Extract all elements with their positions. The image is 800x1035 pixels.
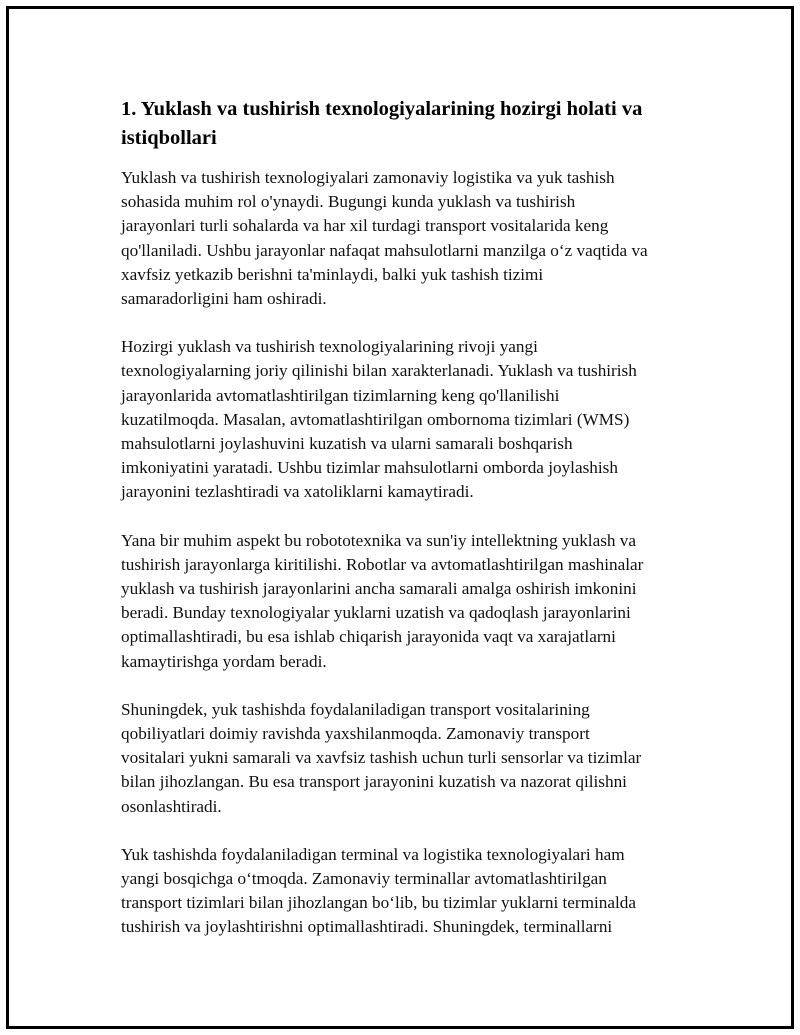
paragraph-1: Yuklash va tushirish texnologiyalari zamonaviy logistika va yuk tashish sohasida muhim rol o'ynaydi. Bugungi kunda yuklash va tushirish jarayonlari turli sohalarda va har xil turdagi transport vositalarida keng qo'llaniladi. Ushbu jarayonlar nafaqat mahsulotlarni manzilga o‘z vaqtida va xavfsiz yetkazib berishni ta'minlaydi, balki yuk tashish tizimi samaradorligini ham oshiradi. [121,168,648,309]
section-heading: 1. Yuklash va tushirish texnologiyalarining hozirgi holati va istiqbollari [121,98,643,149]
paragraph-4: Shuningdek, yuk tashishda foydalaniladigan transport vositalarining qobiliyatlari doimiy ravishda yaxshilanmoqda. Zamonaviy transport vositalari yukni samarali va xavfsiz tashish uchun turli sensorlar va tizimlar bilan jihozlangan. Bu esa transport jarayonini kuzatish va nazorat qilishni osonlashtiradi. [121,699,642,816]
paragraph-3: Yana bir muhim aspekt bu robototexnika va sun'iy intellektning yuklash va tushirish jarayonlarga kiritilishi. Robotlar va avtomatlashtirilgan mashinalar yuklash va tushirish jarayonlarini ancha samarali amalga oshirish imkonini beradi. Bunday texnologiyalar yuklarni uzatish va qadoqlash jarayonlarini optimallashtiradi, bu esa ishlab chiqarish jarayonida vaqt va xarajatlarni kamaytirishga yordam beradi. [121,530,644,671]
paragraph-2: Hozirgi yuklash va tushirish texnologiyalarining rivoji yangi texnologiyalarning joriy qilinishi bilan xarakterlanadi. Yuklash va tushirish jarayonlarida avtomatlashtirilgan tizimlarning keng qo'llanilishi kuzatilmoqda. Masalan, avtomatlashtirilgan ombornoma tizimlari (WMS) mahsulotlarni joylashuvini kuzatish va ularni samarali boshqarish imkoniyatini yaratadi. Ushbu tizimlar mahsulotlarni omborda joylashish jarayonini tezlashtiradi va xatoliklarni kamaytiradi. [121,337,637,502]
page-frame [6,6,794,1029]
paragraph-5: Yuk tashishda foydalaniladigan terminal va logistika texnologiyalari ham yangi bosqichga o‘tmoqda. Zamonaviy terminallar avtomatlashtirilgan transport tizimlari bilan jihozlangan bo‘lib, bu tizimlar yuklarni terminalda tushirish va joylashtirishni optimallashtiradi. Shuningdek, terminallarni [121,844,637,937]
document-body [121,95,691,964]
